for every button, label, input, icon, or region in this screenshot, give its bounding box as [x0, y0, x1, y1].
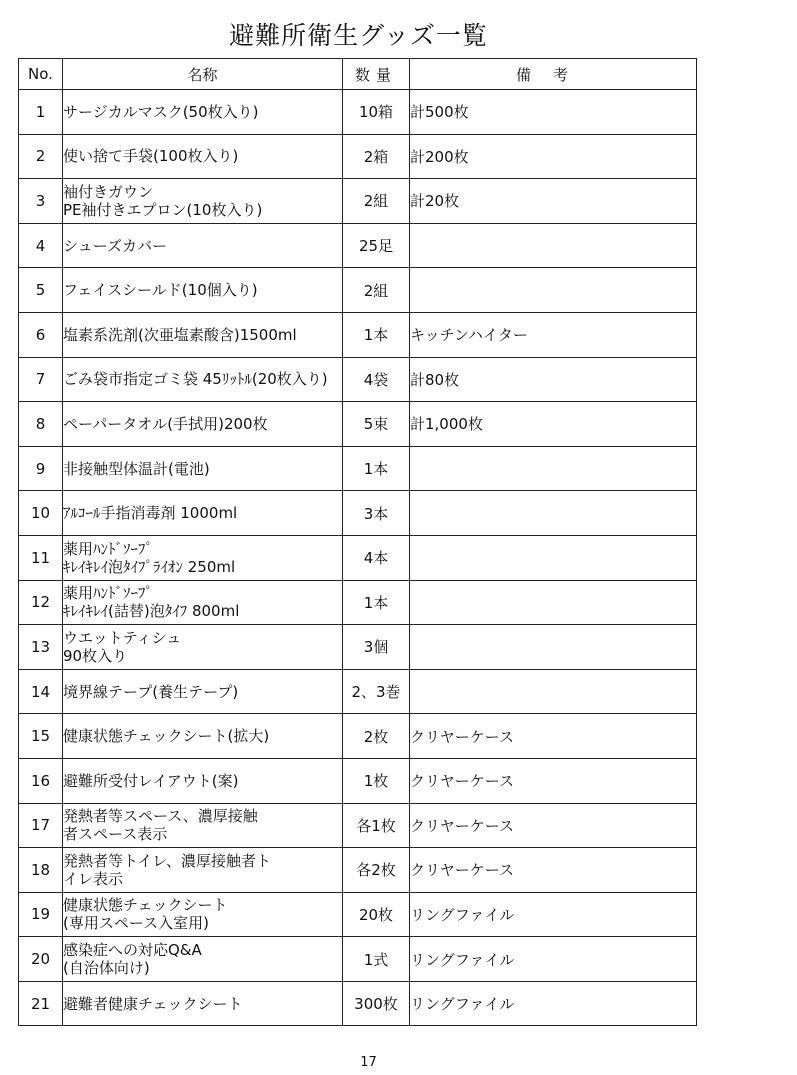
- row-no: 15: [19, 714, 63, 759]
- row-name: [63, 223, 343, 268]
- row-no: 4: [19, 223, 63, 268]
- row-name-line: 健康状態チェックシート(拡大): [63, 727, 270, 746]
- row-note: [410, 625, 697, 670]
- row-name: [63, 625, 343, 670]
- row-name: [63, 714, 343, 759]
- table-row: [19, 90, 697, 135]
- table-row: [19, 714, 697, 759]
- row-name-line: イレ表示: [63, 869, 124, 888]
- row-qty: 2組: [343, 268, 410, 313]
- goods-table: [18, 58, 697, 1026]
- row-name-line: 発熱者等トイレ、濃厚接触者ト: [63, 851, 272, 870]
- row-note: 計200枚: [410, 134, 697, 179]
- row-note: [410, 446, 697, 491]
- row-qty: 3個: [343, 625, 410, 670]
- table-row: [19, 580, 697, 625]
- row-name-line: 塩素系洗剤(次亜塩素酸含)1500ml: [63, 325, 297, 344]
- row-name: [63, 535, 343, 580]
- row-no: 18: [19, 848, 63, 893]
- row-qty: 1枚: [343, 758, 410, 803]
- row-name-line: 者スペース表示: [63, 825, 168, 844]
- header-qty: 数量: [343, 59, 410, 90]
- table-row: [19, 803, 697, 848]
- row-note: [410, 491, 697, 536]
- row-name: [63, 803, 343, 848]
- row-qty: 2箱: [343, 134, 410, 179]
- row-qty: 1本: [343, 312, 410, 357]
- table-row: [19, 357, 697, 402]
- row-no: 1: [19, 90, 63, 135]
- row-name-line: ペーパータオル(手拭用)200枚: [63, 414, 268, 433]
- row-note: クリヤーケース: [410, 848, 697, 893]
- row-qty: 1式: [343, 937, 410, 982]
- row-qty: 各1枚: [343, 803, 410, 848]
- row-no: 12: [19, 580, 63, 625]
- row-name-line: ごみ袋市指定ゴミ袋 45ﾘｯﾄﾙ(20枚入り): [63, 370, 328, 389]
- row-no: 9: [19, 446, 63, 491]
- row-no: 6: [19, 312, 63, 357]
- row-name-line: ｷﾚｲｷﾚｲ泡ﾀｲﾌﾟﾗｲｵﾝ 250ml: [63, 557, 236, 576]
- row-qty: 25足: [343, 223, 410, 268]
- table-row: [19, 312, 697, 357]
- table-row: [19, 758, 697, 803]
- row-no: 20: [19, 937, 63, 982]
- row-name-line: 健康状態チェックシート: [63, 896, 228, 915]
- row-no: 11: [19, 535, 63, 580]
- row-name-line: 使い捨て手袋(100枚入り): [63, 147, 239, 166]
- table-row: [19, 892, 697, 937]
- table-row: [19, 491, 697, 536]
- row-name: [63, 179, 343, 224]
- row-name-line: 避難所受付レイアウト(案): [63, 771, 239, 790]
- row-no: 19: [19, 892, 63, 937]
- row-note: [410, 669, 697, 714]
- row-note: 計500枚: [410, 90, 697, 135]
- table-row: [19, 402, 697, 447]
- row-name: [63, 937, 343, 982]
- row-name-line: 避難者健康チェックシート: [63, 994, 243, 1013]
- row-name: [63, 268, 343, 313]
- row-qty: 3本: [343, 491, 410, 536]
- table-row: [19, 179, 697, 224]
- row-qty: 4袋: [343, 357, 410, 402]
- row-name: [63, 402, 343, 447]
- row-name: [63, 580, 343, 625]
- row-note: リングファイル: [410, 937, 697, 982]
- table-row: [19, 268, 697, 313]
- table-row: [19, 625, 697, 670]
- row-note: リングファイル: [410, 981, 697, 1026]
- header-name: 名称: [63, 59, 343, 90]
- row-name: [63, 357, 343, 402]
- header-note: 備考: [410, 59, 697, 90]
- row-no: 13: [19, 625, 63, 670]
- row-note: [410, 268, 697, 313]
- row-name-line: サージカルマスク(50枚入り): [63, 102, 259, 121]
- row-name-line: PE袖付きエプロン(10枚入り): [63, 200, 263, 219]
- row-name-line: 薬用ﾊﾝﾄﾞｿｰﾌﾟ: [63, 539, 154, 558]
- page-title: 避難所衛生グッズ一覧: [229, 21, 488, 50]
- goods-table-body: [19, 90, 697, 1026]
- row-qty: 1本: [343, 446, 410, 491]
- row-note: キッチンハイター: [410, 312, 697, 357]
- row-no: 3: [19, 179, 63, 224]
- row-no: 7: [19, 357, 63, 402]
- row-note: 計80枚: [410, 357, 697, 402]
- row-note: クリヤーケース: [410, 803, 697, 848]
- row-name: [63, 758, 343, 803]
- row-note: 計20枚: [410, 179, 697, 224]
- row-name-line: 90枚入り: [63, 646, 128, 665]
- table-row: [19, 937, 697, 982]
- table-row: [19, 134, 697, 179]
- table-row: [19, 669, 697, 714]
- row-no: 16: [19, 758, 63, 803]
- row-qty: 2組: [343, 179, 410, 224]
- row-name-line: (専用スペース入室用): [63, 914, 209, 933]
- table-row: [19, 848, 697, 893]
- row-qty: 1本: [343, 580, 410, 625]
- row-note: [410, 223, 697, 268]
- row-note: クリヤーケース: [410, 714, 697, 759]
- row-no: 8: [19, 402, 63, 447]
- row-no: 5: [19, 268, 63, 313]
- row-qty: 300枚: [343, 981, 410, 1026]
- header-no: No.: [19, 59, 63, 90]
- row-name: [63, 446, 343, 491]
- row-name-line: 境界線テープ(養生テープ): [63, 682, 239, 701]
- row-name-line: ｱﾙｺｰﾙ手指消毒剤 1000ml: [63, 504, 238, 523]
- row-name: [63, 312, 343, 357]
- row-no: 2: [19, 134, 63, 179]
- row-name: [63, 848, 343, 893]
- row-name: [63, 491, 343, 536]
- row-note: クリヤーケース: [410, 758, 697, 803]
- row-note: 計1,000枚: [410, 402, 697, 447]
- row-name-line: 非接触型体温計(電池): [63, 459, 210, 478]
- row-no: 17: [19, 803, 63, 848]
- row-name-line: (自治体向け): [63, 959, 150, 978]
- row-qty: 5束: [343, 402, 410, 447]
- row-name-line: ｷﾚｲｷﾚｲ(詰替)泡ﾀｲﾌ 800ml: [63, 602, 240, 621]
- row-qty: 20枚: [343, 892, 410, 937]
- row-name: [63, 134, 343, 179]
- row-qty: 2枚: [343, 714, 410, 759]
- row-name-line: フェイスシールド(10個入り): [63, 281, 258, 300]
- row-name-line: ウエットティシュ: [63, 628, 182, 647]
- row-no: 14: [19, 669, 63, 714]
- row-name: [63, 90, 343, 135]
- row-name-line: 感染症への対応Q&A: [63, 941, 202, 960]
- row-name: [63, 981, 343, 1026]
- row-note: リングファイル: [410, 892, 697, 937]
- row-note: [410, 535, 697, 580]
- row-name: [63, 669, 343, 714]
- row-qty: 2、3巻: [343, 669, 410, 714]
- table-header-row: [19, 59, 697, 90]
- table-row: [19, 535, 697, 580]
- row-name-line: シューズカバー: [63, 236, 167, 255]
- row-name-line: 袖付きガウン: [63, 182, 154, 201]
- row-note: [410, 580, 697, 625]
- row-qty: 4本: [343, 535, 410, 580]
- row-no: 10: [19, 491, 63, 536]
- row-qty: 10箱: [343, 90, 410, 135]
- row-name: [63, 892, 343, 937]
- table-row: [19, 981, 697, 1026]
- table-row: [19, 223, 697, 268]
- table-row: [19, 446, 697, 491]
- row-name-line: 発熱者等スペース、濃厚接触: [63, 807, 258, 826]
- row-name-line: 薬用ﾊﾝﾄﾞｿｰﾌﾟ: [63, 584, 154, 603]
- page-number: 17: [360, 1055, 377, 1070]
- row-no: 21: [19, 981, 63, 1026]
- row-qty: 各2枚: [343, 848, 410, 893]
